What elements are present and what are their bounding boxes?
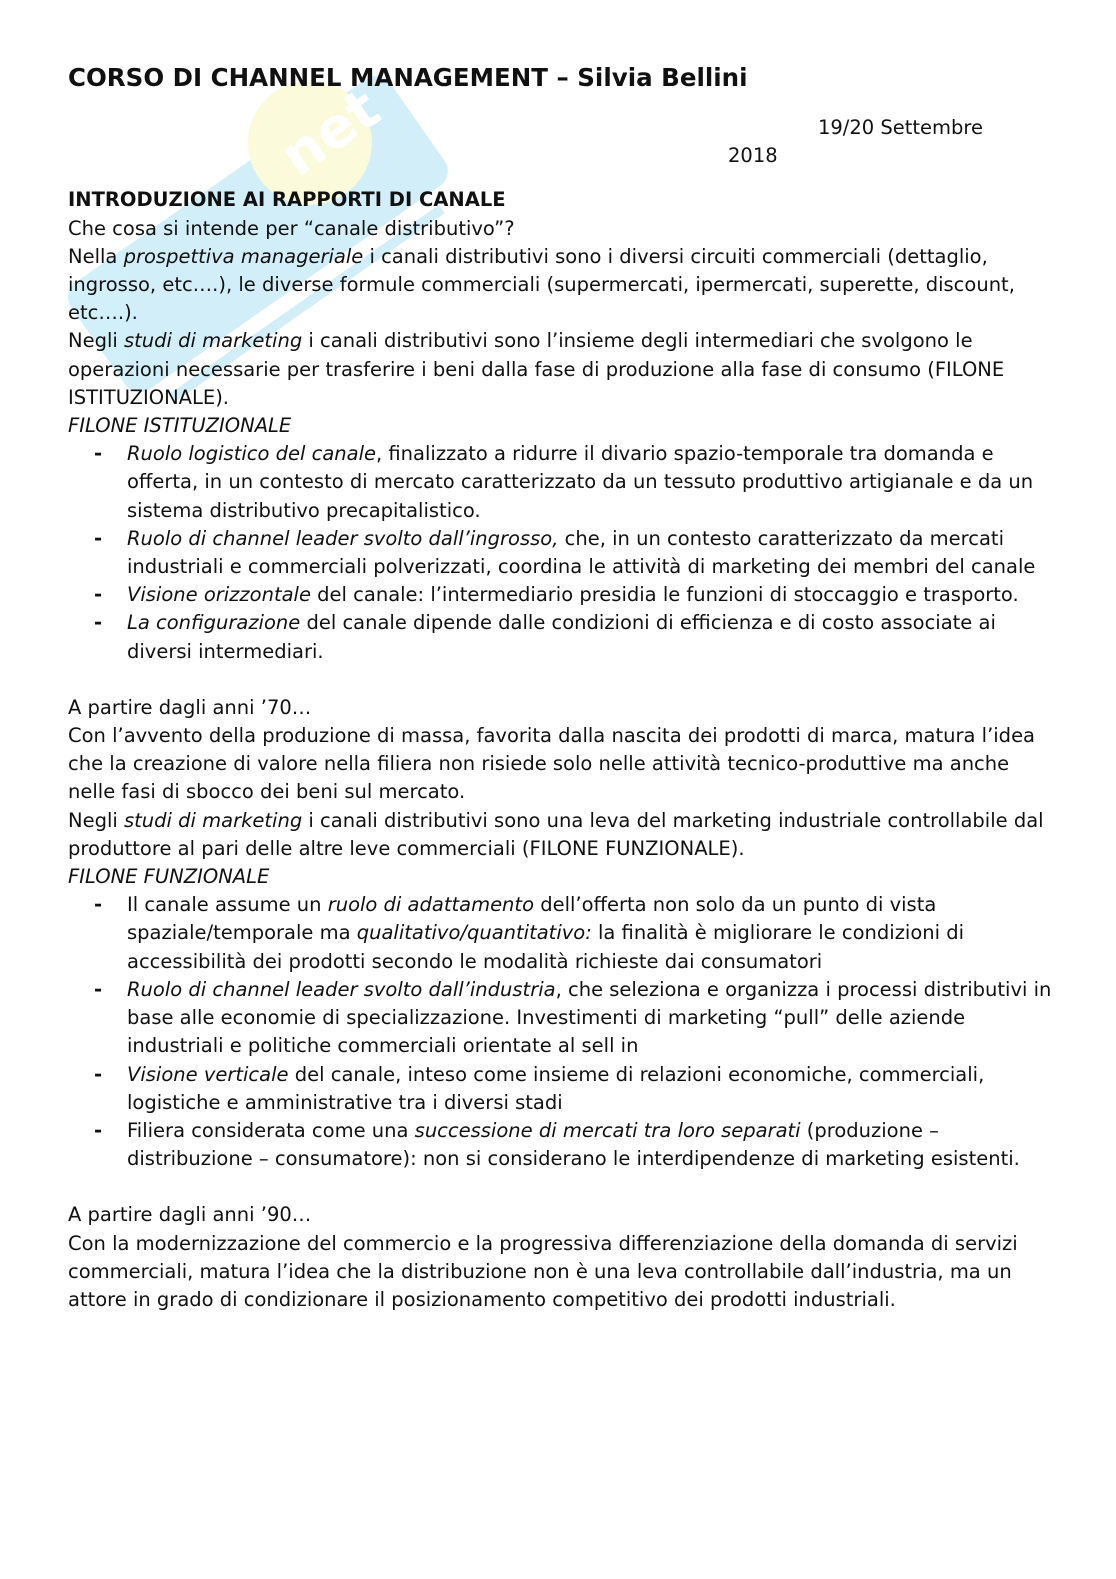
list-funzionale (68, 891, 1058, 1173)
list-item: - La configurazione del canale dipende dalle condizioni di efficienza e di costo associate ai diversi intermediari. (127, 609, 1058, 665)
date-line-2: 2018 (728, 144, 778, 168)
list-item: - Ruolo di channel leader svolto dall’industria, che seleziona e organizza i processi distributivi in base alle economie di specializzazione. Investimenti di marketing “pull” delle aziende industriali e politiche commerciali orientate al sell in (127, 976, 1058, 1061)
list-item: - Visione orizzontale del canale: l’intermediario presidia le funzioni di stoccaggio e trasporto. (127, 581, 1058, 609)
document-title: CORSO DI CHANNEL MANAGEMENT – Silvia Bellini (68, 63, 748, 92)
list-item: - Ruolo di channel leader svolto dall’ingrosso, che, in un contesto caratterizzato da mercati industriali e commerciali polverizzati, coordina le attività di marketing dei membri del canale (127, 525, 1058, 581)
document-page (68, 62, 1058, 1314)
paragraph-modernization: Con la modernizzazione del commercio e la progressiva differenziazione della domanda di servizi commerciali, matura l’idea che la distribuzione non è una leva controllabile dall’industria, ma un attore in grado di condizionare il posizionamento competitivo dei prodotti industriali. (68, 1231, 1018, 1311)
paragraph-managerial: Nella prospettiva manageriale i canali distributivi sono i diversi circuiti commerciali (dettaglio, ingrosso, etc….), le diverse formule commerciali (supermercati, ipermercati, superette, discount, etc….). (68, 244, 1015, 325)
paragraph-marketing-studies: Negli studi di marketing i canali distributivi sono l’insieme degli intermediari che svolgono le operazioni necessarie per trasferire i beni dalla fase di produzione alla fase di consumo (FILONE ISTITUZIONALE). (68, 329, 1005, 409)
list-item: - Ruolo logistico del canale, finalizzato a ridurre il divario spazio-temporale tra domanda e offerta, in un contesto di mercato caratterizzato da un tessuto produttivo artigianale e da un sistema distributivo precapitalistico. (127, 440, 1058, 525)
list-istituzionale (68, 440, 1058, 666)
paragraph-marketing-lever: Negli studi di marketing i canali distributivi sono una leva del marketing industriale controllabile dal produttore al pari delle altre leve commerciali (FILONE FUNZIONALE). (68, 808, 1044, 860)
paragraph-mass-production: Con l’avvento della produzione di massa, favorita dalla nascita dei prodotti di marca, matura l’idea che la creazione di valore nella filiera non risiede solo nelle attività tecnico-produttive ma anche nelle fasi di sbocco dei beni sul mercato. (68, 724, 1036, 804)
watermark-text: net (268, 76, 392, 190)
intro-90s: A partire dagli anni ’90… (68, 1203, 312, 1227)
question-line: Che cosa si intende per “canale distributivo”? (68, 216, 515, 240)
date-line-1: 19/20 Settembre (817, 116, 983, 139)
list-item: - Filiera considerata come una successione di mercati tra loro separati (produzione – distribuzione – consumatore): non si considerano le interdipendenze di marketing esistenti. (127, 1117, 1058, 1173)
subheading-funzionale: FILONE FUNZIONALE (68, 865, 270, 889)
intro-70s: A partire dagli anni ’70… (68, 695, 312, 719)
list-item: - Visione verticale del canale, inteso come insieme di relazioni economiche, commerciali, logistiche e amministrative tra i diversi stadi (127, 1061, 1058, 1117)
subheading-istituzionale: FILONE ISTITUZIONALE (68, 414, 292, 438)
section-heading-intro: INTRODUZIONE AI RAPPORTI DI CANALE (68, 188, 506, 212)
list-item: - Il canale assume un ruolo di adattamento dell’offerta non solo da un punto di vista spaziale/temporale ma qualitativo/quantitativo: la finalità è migliorare le condizioni di accessibilità dei prodotti secondo le modalità richieste dai consumatori (127, 891, 1058, 976)
